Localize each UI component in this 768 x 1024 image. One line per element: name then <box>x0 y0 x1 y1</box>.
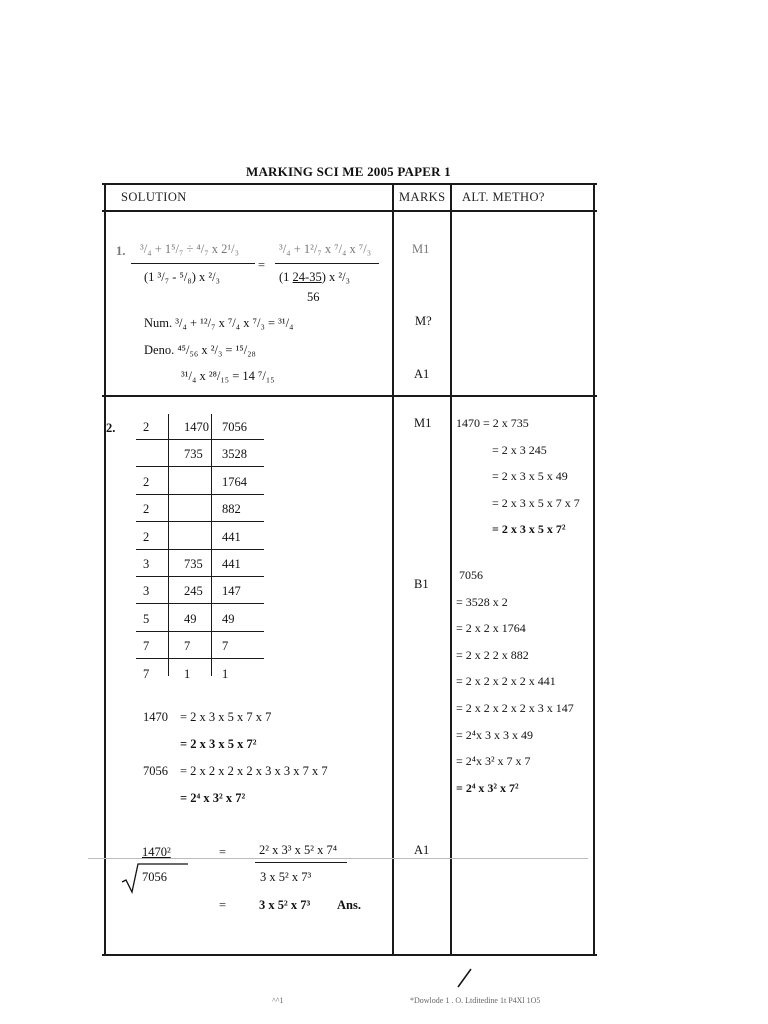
footer-page-mark: ^^1 <box>272 996 284 1005</box>
ladder-cell: 5 <box>143 611 150 626</box>
alt-method-line: = 2⁴x 3 x 3 x 49 <box>456 727 533 742</box>
rhs-numerator: 2² x 3³ x 5² x 7⁴ <box>259 843 338 857</box>
ladder-vertical-1 <box>168 414 169 676</box>
ladder-rule <box>136 439 264 440</box>
header-divider <box>102 210 597 212</box>
factorization-1470-final: = 2 x 3 x 5 x 7² <box>180 737 257 751</box>
ladder-rule <box>136 576 264 577</box>
ladder-cell: 7056 <box>222 420 247 434</box>
ladder-cell: 441 <box>222 557 241 571</box>
column-header-marks: MARKS <box>399 190 446 204</box>
question-number: 1. <box>116 244 126 258</box>
ladder-cell: 7 <box>184 639 191 654</box>
ladder-cell: 3 <box>143 584 150 599</box>
ladder-rule <box>136 549 264 550</box>
ladder-cell: 147 <box>222 584 241 599</box>
q1-denominator-right-post: ) x ²/₃ <box>321 270 350 284</box>
alt-method-line: = 2 x 2 x 2 x 2 x 441 <box>456 674 556 689</box>
q2-mark-3: A1 <box>414 843 430 857</box>
q1-mark-1: M1 <box>412 242 430 256</box>
ladder-cell: 2 <box>143 420 150 434</box>
q2-mark-1: M1 <box>414 416 432 430</box>
question-divider <box>102 395 597 397</box>
ladder-cell: 245 <box>184 584 203 599</box>
q1-denominator-right-underlined: 24-35 <box>292 270 322 284</box>
table-border-right <box>593 183 595 956</box>
q1-fraction-bar-left <box>131 263 255 264</box>
alt-method-line: 1470 = 2 x 735 <box>456 416 529 430</box>
footer-watermark: *Dowlode 1 . O. Ltditedine 1t P4Xl 1O5 <box>410 996 541 1005</box>
column-divider-1 <box>392 183 394 956</box>
q1-denominator-line: Deno. ⁴⁵/₅₆ x ²/₃ = ¹⁵/₂₈ <box>144 343 256 357</box>
page-title: MARKING SCI ME 2005 PAPER 1 <box>246 164 451 179</box>
factorization-7056-final: = 2⁴ x 3² x 7² <box>180 791 246 805</box>
ladder-cell: 1470 <box>184 420 209 434</box>
q1-result-line: ³¹/₄ x ²⁸/₁₅ = 14 ⁷/₁₅ <box>181 369 275 383</box>
ladder-cell: 2 <box>143 529 150 544</box>
ladder-cell: 1 <box>184 666 191 681</box>
alt-method-line: = 2 x 3 245 <box>492 442 547 457</box>
ladder-cell: 2 <box>143 502 150 517</box>
ladder-rule <box>136 466 264 467</box>
ladder-cell: 441 <box>222 529 241 544</box>
ladder-cell: 7 <box>143 666 150 681</box>
alt-method-line: = 2 x 3 x 5 x 7 x 7 <box>492 495 580 510</box>
ladder-rule <box>136 631 264 632</box>
q2-mark-2: B1 <box>414 577 429 591</box>
ladder-cell: 49 <box>184 611 197 626</box>
ladder-cell: 2 <box>143 474 150 489</box>
alt-method-line: = 2 x 3 x 5 x 49 <box>492 469 568 483</box>
ladder-rule <box>136 521 264 522</box>
q1-mark-2: M? <box>415 314 432 328</box>
alt-method-line: = 2⁴ x 3² x 7² <box>456 780 519 795</box>
ladder-cell: 882 <box>222 502 241 517</box>
q1-numerator-right: ³/₄ + 1²/₇ x ⁷/₄ x ⁷/₃ <box>279 242 372 256</box>
q2-equals-2: = <box>219 898 227 912</box>
factorization-label-1470: 1470 <box>143 710 168 724</box>
q1-sub-denominator: 56 <box>307 290 320 304</box>
final-answer: 3 x 5² x 7³ <box>259 898 311 912</box>
column-header-solution: SOLUTION <box>121 190 187 204</box>
factorization-1470: = 2 x 3 x 5 x 7 x 7 <box>180 710 272 724</box>
alt-method-line: = 2⁴x 3² x 7 x 7 <box>456 754 531 769</box>
ladder-vertical-2 <box>211 414 212 676</box>
ladder-cell: 3528 <box>222 447 247 462</box>
rhs-fraction-bar <box>255 862 347 863</box>
ladder-cell: 7 <box>143 639 150 654</box>
alt-method-line: = 3528 x 2 <box>456 594 508 609</box>
q1-numerator-line: Num. ³/₄ + ¹²/₇ x ⁷/₄ x ⁷/₃ = ³¹/₄ <box>144 316 294 330</box>
q1-equals: = <box>258 258 266 272</box>
ladder-rule <box>136 603 264 604</box>
question-number: 2. <box>106 421 116 435</box>
sqrt-numerator: 1470² <box>142 845 171 859</box>
ladder-cell: 735 <box>184 447 203 462</box>
ladder-cell: 1 <box>222 666 229 681</box>
pen-stroke-mark <box>455 966 475 990</box>
table-border-bottom <box>102 954 597 956</box>
q1-mark-3: A1 <box>414 367 430 381</box>
answer-label: Ans. <box>337 898 361 912</box>
alt-method-line: 7056 <box>459 568 483 582</box>
q1-fraction-bar-right <box>275 263 379 264</box>
factorization-7056: = 2 x 2 x 2 x 2 x 3 x 3 x 7 x 7 <box>180 764 328 778</box>
q1-denominator-right-pre: (1 <box>279 270 293 284</box>
alt-method-line: = 2 x 3 x 5 x 7² <box>492 522 566 536</box>
q2-equals: = <box>219 845 227 859</box>
ladder-cell: 49 <box>222 611 235 626</box>
column-header-alt-method: ALT. METHO? <box>462 190 545 204</box>
sqrt-denominator: 7056 <box>142 870 167 884</box>
table-border-left <box>104 183 106 956</box>
rhs-denominator: 3 x 5² x 7³ <box>260 870 312 884</box>
column-divider-2 <box>450 183 452 956</box>
alt-method-line: = 2 x 2 x 1764 <box>456 621 526 636</box>
alt-method-line: = 2 x 2 2 x 882 <box>456 647 529 662</box>
ladder-rule <box>136 658 264 659</box>
ladder-rule <box>136 494 264 495</box>
ladder-cell: 735 <box>184 557 203 571</box>
ladder-cell: 3 <box>143 557 150 571</box>
factorization-label-7056: 7056 <box>143 764 168 778</box>
alt-method-line: = 2 x 2 x 2 x 2 x 3 x 147 <box>456 701 574 715</box>
q1-numerator-left: ³/₄ + 1⁵/₇ ÷ ⁴/₇ x 2¹/₃ <box>140 242 239 256</box>
ladder-cell: 1764 <box>222 474 247 489</box>
table-border-top <box>102 183 597 185</box>
q1-denominator-right <box>279 270 350 285</box>
q1-denominator-left: (1 ³/₇ - ⁵/₈) x ²/₃ <box>144 270 220 284</box>
ladder-cell: 7 <box>222 639 229 654</box>
